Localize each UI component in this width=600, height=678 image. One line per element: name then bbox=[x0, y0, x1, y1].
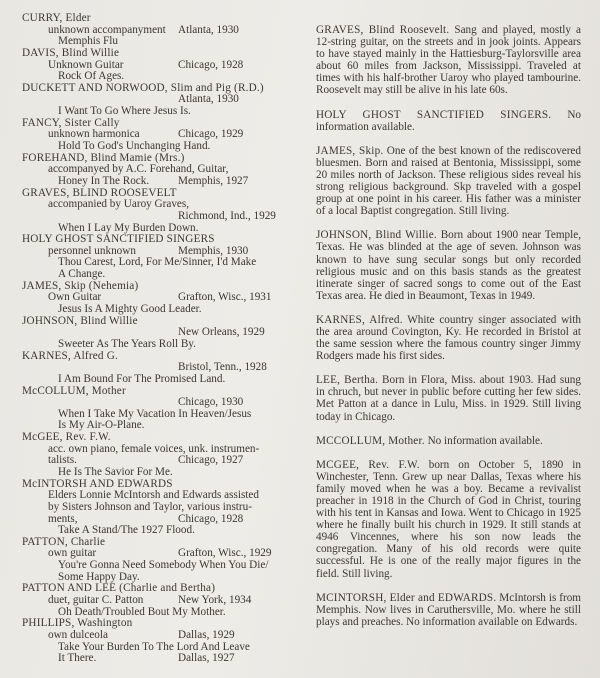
artist-text: HOLY GHOST SANCTIFIED SINGERS bbox=[22, 233, 215, 246]
title-text: Honey In The Rock. bbox=[58, 174, 150, 187]
acc-text: own guitar bbox=[48, 547, 97, 560]
song-title-line bbox=[0, 304, 300, 316]
artist-text: FOREHAND, Blind Mamie (Mrs.) bbox=[22, 151, 185, 164]
artist-heading bbox=[0, 583, 300, 595]
recording-place-date: Grafton, Wisc., 1931 bbox=[178, 291, 272, 304]
title-text: Memphis Flu bbox=[58, 35, 118, 48]
acc-text: unknown harmonica bbox=[48, 128, 140, 141]
accompaniment-line bbox=[0, 211, 300, 223]
artist-text: PATTON, Charlie bbox=[22, 535, 106, 548]
artist-heading bbox=[0, 234, 300, 246]
recording-place-date: Richmond, Ind., 1929 bbox=[178, 209, 276, 222]
title-text: Take Your Burden To The Lord And Leave bbox=[58, 640, 250, 653]
title-text: It There. bbox=[58, 652, 97, 665]
song-title-line bbox=[0, 141, 300, 153]
biography-paragraph bbox=[316, 374, 581, 422]
biography-text: McIntorsh is from Memphis. Now lives in Caruthersville, Mo. where he still plays and preaches. No information available on Edwards. bbox=[316, 591, 581, 628]
artist-text: JAMES, Skip (Nehemia) bbox=[22, 279, 139, 292]
biography-paragraph bbox=[316, 592, 581, 628]
recording-place-date: Chicago, 1927 bbox=[178, 454, 244, 467]
title-text: I Want To Go Where Jesus Is. bbox=[58, 105, 191, 118]
accompaniment-line bbox=[0, 630, 300, 642]
title-text: A Change. bbox=[58, 268, 106, 281]
song-title-line bbox=[0, 409, 300, 421]
artist-text: JOHNSON, Blind Willie bbox=[22, 314, 138, 327]
title-text: Oh Death/Troubled Bout My Mother. bbox=[58, 605, 226, 618]
biography-heading: JOHNSON, Blind Willie. bbox=[316, 229, 437, 242]
biography-heading: MCCOLLUM, Mother. bbox=[316, 434, 425, 447]
recording-place-date: Dallas, 1929 bbox=[178, 628, 235, 641]
biography-heading: GRAVES, Blind Roosevelt. bbox=[316, 24, 450, 36]
artist-text: FANCY, Sister Cally bbox=[22, 116, 120, 129]
artist-heading bbox=[0, 432, 300, 444]
artist-text: DUCKETT AND NORWOOD, Slim and Pig (R.D.) bbox=[22, 81, 264, 94]
biography-text: Born in Flora, Miss. about 1903. Had sung in chruch, but never in public before cutting her few sides. Met Patton at a dance in Lulu, Miss. in 1929. Still living today in Chicago. bbox=[316, 374, 581, 423]
title-text: Take A Stand/The 1927 Flood. bbox=[58, 524, 195, 537]
biography-paragraph bbox=[316, 145, 581, 218]
title-text: You're Gonna Need Somebody When You Die/ bbox=[58, 559, 269, 572]
recording-place-date: Bristol, Tenn., 1928 bbox=[178, 361, 267, 374]
recording-place-date: New York, 1934 bbox=[178, 594, 252, 607]
title-text: Thou Carest, Lord, For Me/Sinner, I'd Make bbox=[58, 256, 257, 269]
biography-paragraph bbox=[316, 459, 581, 580]
accompaniment-line bbox=[0, 164, 300, 176]
recording-place-date: Chicago, 1930 bbox=[178, 396, 244, 409]
artist-text: McINTORSH AND EDWARDS bbox=[22, 477, 173, 490]
acc-text: ments, bbox=[48, 512, 78, 525]
biography-heading: MCINTORSH, Elder and EDWARDS. bbox=[316, 591, 497, 604]
recording-place-date: Chicago, 1928 bbox=[178, 512, 244, 525]
song-title-line bbox=[0, 339, 300, 351]
acc-text: Elders Lonnie McIntorsh and Edwards assisted bbox=[48, 489, 259, 502]
title-text: When I Lay My Burden Down. bbox=[58, 221, 199, 234]
artist-text: McGEE, Rev. F.W. bbox=[22, 431, 111, 444]
recording-place-date: Chicago, 1929 bbox=[178, 128, 244, 141]
recording-place-date: Grafton, Wisc., 1929 bbox=[178, 547, 272, 560]
acc-text: duet, guitar C. Patton bbox=[48, 594, 144, 607]
artist-text: CURRY, Elder bbox=[22, 12, 91, 24]
biography-paragraph bbox=[316, 229, 581, 302]
acc-text: own dulceola bbox=[48, 628, 108, 641]
artist-heading bbox=[0, 48, 300, 60]
accompaniment-line bbox=[0, 60, 300, 72]
biography-heading: HOLY GHOST SANCTIFIED SINGERS. bbox=[316, 108, 552, 121]
artist-heading bbox=[0, 13, 300, 25]
song-title-line bbox=[0, 374, 300, 386]
song-title-line bbox=[0, 653, 300, 665]
song-title-line bbox=[0, 642, 300, 654]
acc-text: Own Guitar bbox=[48, 291, 102, 304]
title-text: Some Happy Day. bbox=[58, 570, 140, 583]
title-text: Is My Air-O-Plane. bbox=[58, 419, 145, 432]
artist-heading bbox=[0, 83, 300, 95]
biography-text: No information available. bbox=[316, 108, 581, 133]
recording-place-date: Memphis, 1927 bbox=[178, 174, 249, 187]
acc-text: accompanyed by A.C. Forehand, Guitar, bbox=[48, 163, 229, 176]
title-text: Sweeter As The Years Roll By. bbox=[58, 337, 196, 350]
recording-place-date: Memphis, 1930 bbox=[178, 244, 249, 257]
accompaniment-line bbox=[0, 444, 300, 456]
song-title-line bbox=[0, 257, 300, 269]
biography-heading: MCGEE, Rev. F.W. bbox=[316, 458, 420, 471]
biography-paragraph bbox=[316, 109, 581, 133]
recording-place-date: Atlanta, 1930 bbox=[178, 23, 239, 36]
title-text: I Am Bound For The Promised Land. bbox=[58, 372, 226, 385]
acc-text: Unknown Guitar bbox=[48, 58, 124, 71]
recording-place-date: Chicago, 1928 bbox=[178, 58, 244, 71]
song-title-line bbox=[0, 560, 300, 572]
accompaniment-line bbox=[0, 502, 300, 514]
biography-text: Born about 1900 near Temple, Texas. He was blinded at the age of seven. Johnson was known to have sung secular songs but only recorded religious music and on this basis stands as the greatest itinerate singer of sacred songs to come out of the East Texas area. He died in Beaumont, Texas in 1949. bbox=[316, 229, 581, 302]
biography-column bbox=[316, 24, 581, 640]
artist-text: KARNES, Alfred G. bbox=[22, 349, 119, 362]
song-title-line bbox=[0, 269, 300, 281]
artist-text: DAVIS, Blind Willie bbox=[22, 46, 120, 59]
recording-place-date: New Orleans, 1929 bbox=[178, 326, 265, 339]
title-text: Rock Of Ages. bbox=[58, 70, 125, 83]
title-text: Jesus Is A Mighty Good Leader. bbox=[58, 303, 202, 316]
biography-heading: KARNES, Alfred. bbox=[316, 313, 403, 326]
artist-heading bbox=[0, 118, 300, 130]
biography-paragraph bbox=[316, 314, 581, 362]
accompaniment-line bbox=[0, 595, 300, 607]
song-title-line bbox=[0, 467, 300, 479]
title-text: When I Take My Vacation In Heaven/Jesus bbox=[58, 407, 252, 420]
song-title-line bbox=[0, 176, 300, 188]
artist-heading bbox=[0, 386, 300, 398]
biography-text: White country singer associated with the area around Covington, Ky. He recorded in Bristol at the same session where the famous country singer Jimmy Rodgers made his first sides. bbox=[316, 313, 581, 363]
biography-paragraph bbox=[316, 24, 581, 97]
recording-place-date: Atlanta, 1930 bbox=[178, 93, 239, 106]
acc-text: by Sisters Johnson and Taylor, various instru- bbox=[48, 500, 252, 513]
discography-column bbox=[0, 13, 300, 665]
accompaniment-line bbox=[0, 25, 300, 37]
biography-text: No information available. bbox=[424, 434, 543, 447]
acc-text: accompanied by Uaroy Graves, bbox=[48, 198, 190, 211]
artist-text: PHILLIPS, Washington bbox=[22, 617, 133, 630]
biography-text: Sang and played, mostly a 12-string guitar, on the streets and in jook joints. Appears to have stayed mainly in the Hattiesburg-Taylorsville area about 60 miles from Jackson, Mississippi. Traveled at times with his half-brother Uaroy who played tambourine. Roosevelt may still be alive in his late 60s. bbox=[316, 24, 581, 97]
biography-text: born on October 5, 1890 in Winchester, Tenn. Grew up near Dallas, Texas where his family moved when he was a boy. Became a revivalist preacher in 1918 in the Church of God in Christ, touring with his tent in Kansas and Iowa. Went to Chicago in 1925 where he finally built his church in 1929. It still stands at 4946 Vincennes, where his son now leads the congregation. Many of his old records were quite successful. He is one of the really major figures in the field. Still living. bbox=[316, 458, 581, 580]
biography-paragraph bbox=[316, 435, 581, 447]
acc-text: unknown accompanyment bbox=[48, 23, 166, 36]
artist-text: PATTON AND LEE (Charlie and Bertha) bbox=[22, 582, 216, 595]
recording-place-date: Dallas, 1927 bbox=[178, 652, 235, 665]
artist-text: McCOLLUM, Mother bbox=[22, 384, 126, 397]
title-text: Hold To God's Unchanging Hand. bbox=[58, 140, 211, 153]
biography-heading: JAMES, Skip. bbox=[316, 144, 384, 157]
acc-text: personnel unknown bbox=[48, 244, 136, 257]
acc-text: acc. own piano, female voices, unk. instrumen- bbox=[48, 442, 260, 455]
artist-text: GRAVES, BLIND ROOSEVELT bbox=[22, 186, 177, 199]
artist-heading bbox=[0, 618, 300, 630]
title-text: He Is The Savior For Me. bbox=[58, 465, 173, 478]
biography-text: One of the best known of the rediscovered bluesmen. Born and raised at Bentonia, Mississippi, some 20 miles north of Jackson. These religious sides reveal his strong religious background. Skp traveled with a gospel group at one point in his career. His father was a minister of a local Baptist congregation. Still living. bbox=[316, 144, 581, 218]
biography-heading: LEE, Bertha. bbox=[316, 374, 379, 387]
acc-text: talists. bbox=[48, 454, 77, 467]
